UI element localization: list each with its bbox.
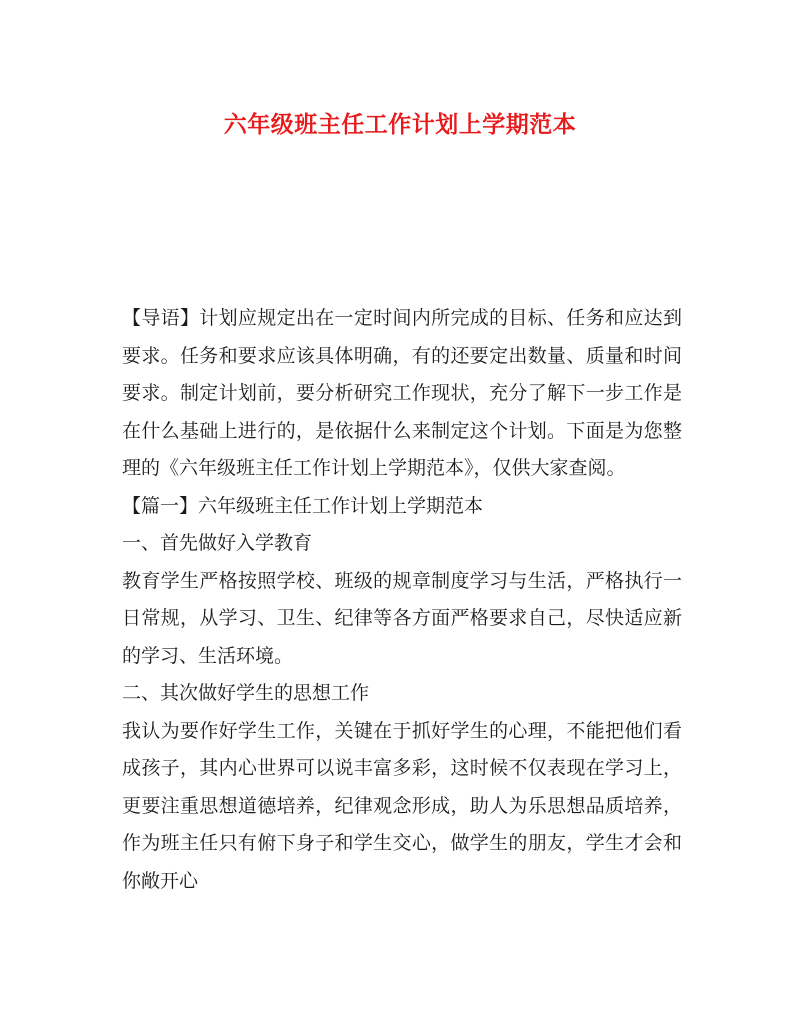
intro-paragraph: 【导语】计划应规定出在一定时间内所完成的目标、任务和应达到要求。任务和要求应该具体明确，有的还要定出数量、质量和时间要求。制定计划前，要分析研究工作现状，充分了解下一步工作是在什么基础上进行的，是依据什么来制定这个计划。下面是为您整理的《六年级班主任工作计划上学期范本》，仅供大家查阅。 [122,307,682,479]
document-title: 六年级班主任工作计划上学期范本 [223,111,577,138]
document-body [122,300,682,900]
paragraph-1: 教育学生严格按照学校、班级的规章制度学习与生活，严格执行一日常规，从学习、卫生、纪律等各方面严格要求自己，尽快适应新的学习、生活环境。 [122,569,682,667]
section-heading: 【篇一】六年级班主任工作计划上学期范本 [122,494,484,517]
paragraph-2: 我认为要作好学生工作，关键在于抓好学生的心理，不能把他们看成孩子，其内心世界可以说丰富多彩，这时候不仅表现在学习上，更要注重思想道德培养，纪律观念形成，助人为乐思想品质培养，作为班主任只有俯下身子和学生交心，做学生的朋友，学生才会和你敞开心 [122,719,682,892]
subheading-1: 一、首先做好入学教育 [122,532,313,554]
subheading-2: 二、其次做好学生的思想工作 [122,682,370,704]
